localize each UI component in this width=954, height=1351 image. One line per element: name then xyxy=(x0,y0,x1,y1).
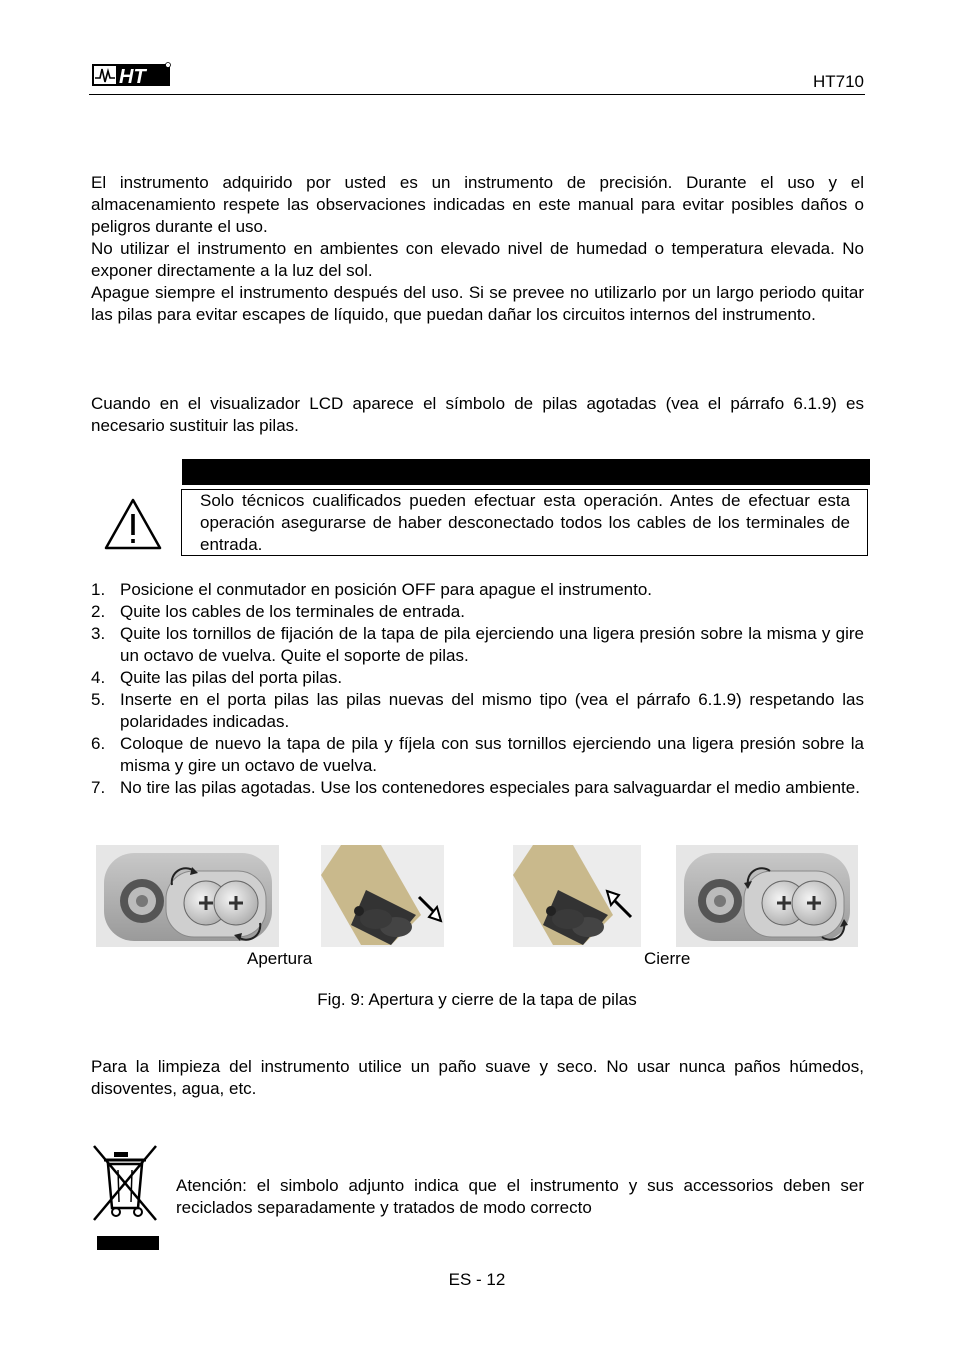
battery-holder-photo-open xyxy=(321,845,444,947)
warning-triangle-icon xyxy=(103,497,163,551)
list-item xyxy=(91,623,864,667)
care-paragraph xyxy=(91,172,864,326)
battery-holder-photo-close xyxy=(513,845,641,947)
warning-header-bar xyxy=(182,459,870,485)
battery-cover-photo-open xyxy=(96,845,279,947)
list-item xyxy=(91,667,864,689)
label-close: Cierre xyxy=(644,949,691,968)
step-text: No tire las pilas agotadas. Use los contenedores especiales para salvaguardar el medio ambiente. xyxy=(120,778,860,797)
model-name: HT710 xyxy=(812,72,864,91)
step-text: Posicione el conmutador en posición OFF para apague el instrumento. xyxy=(120,580,653,599)
list-item xyxy=(91,601,864,623)
header-rule xyxy=(89,94,865,95)
battery-cover-photo-close xyxy=(676,845,858,947)
ht-logo xyxy=(92,61,172,89)
steps-list xyxy=(91,579,864,799)
care-line-3: Apague siempre el instrumento después del uso. Si se prevee no utilizarlo por un largo periodo quitar las pilas para evitar escapes de líquido, que puedan dañar los circuitos internos del instrumento. xyxy=(91,283,864,324)
cleaning-paragraph: Para la limpieza del instrumento utilice un paño suave y seco. No usar nunca paños húmedos, disoventes, agua, etc. xyxy=(91,1057,864,1098)
step-number: 2. xyxy=(91,602,106,621)
care-line-2: No utilizar el instrumento en ambientes con elevado nivel de humedad o temperatura elevada. No exponer directamente a la luz del sol. xyxy=(91,239,864,280)
step-text: Quite los tornillos de fijación de la tapa de pila ejerciendo una ligera presión sobre la misma y gire un octavo de vuelva. Quite el soporte de pilas. xyxy=(120,624,864,665)
step-number: 7. xyxy=(91,778,106,797)
care-line-1: El instrumento adquirido por usted es un instrumento de precisión. Durante el uso y el almacenamiento respete las observaciones indicadas en este manual para evitar posibles daños o peligros durante el uso. xyxy=(91,173,864,236)
list-item xyxy=(91,733,864,777)
step-number: 6. xyxy=(91,734,106,753)
step-text: Quite los cables de los terminales de entrada. xyxy=(120,602,465,621)
list-item xyxy=(91,777,864,799)
label-open: Apertura xyxy=(247,949,313,968)
warning-text: Solo técnicos cualificados pueden efectuar esta operación. Antes de efectuar esta operación asegurarse de haber desconectado todos los cables de los terminales de entrada. xyxy=(200,491,850,554)
page-number: ES - 12 xyxy=(448,1270,506,1289)
step-text: Quite las pilas del porta pilas. xyxy=(120,668,343,687)
step-number: 1. xyxy=(91,580,106,599)
list-item xyxy=(91,579,864,601)
list-item xyxy=(91,689,864,733)
step-number: 3. xyxy=(91,624,106,643)
weee-crossed-bin-icon xyxy=(90,1142,162,1252)
battery-intro: Cuando en el visualizador LCD aparece el símbolo de pilas agotadas (vea el párrafo 6.1.9) es necesario sustituir las pilas. xyxy=(91,394,864,435)
step-text: Inserte en el porta pilas las pilas nuevas del mismo tipo (vea el párrafo 6.1.9) respetando las polaridades indicadas. xyxy=(120,690,864,731)
svg-text:HT: HT xyxy=(119,66,146,88)
step-text: Coloque de nuevo la tapa de pila y fíjela con sus tornillos ejerciendo una ligera presión sobre la misma y gire un octavo de vuelva. xyxy=(120,734,864,775)
disposal-text: Atención: el simbolo adjunto indica que el instrumento y sus accessorios deben ser reciclados separadamente y tratados de modo correcto xyxy=(176,1176,864,1217)
figure-caption: Fig. 9: Apertura y cierre de la tapa de pilas xyxy=(317,990,637,1009)
step-number: 5. xyxy=(91,690,106,709)
step-number: 4. xyxy=(91,668,106,687)
